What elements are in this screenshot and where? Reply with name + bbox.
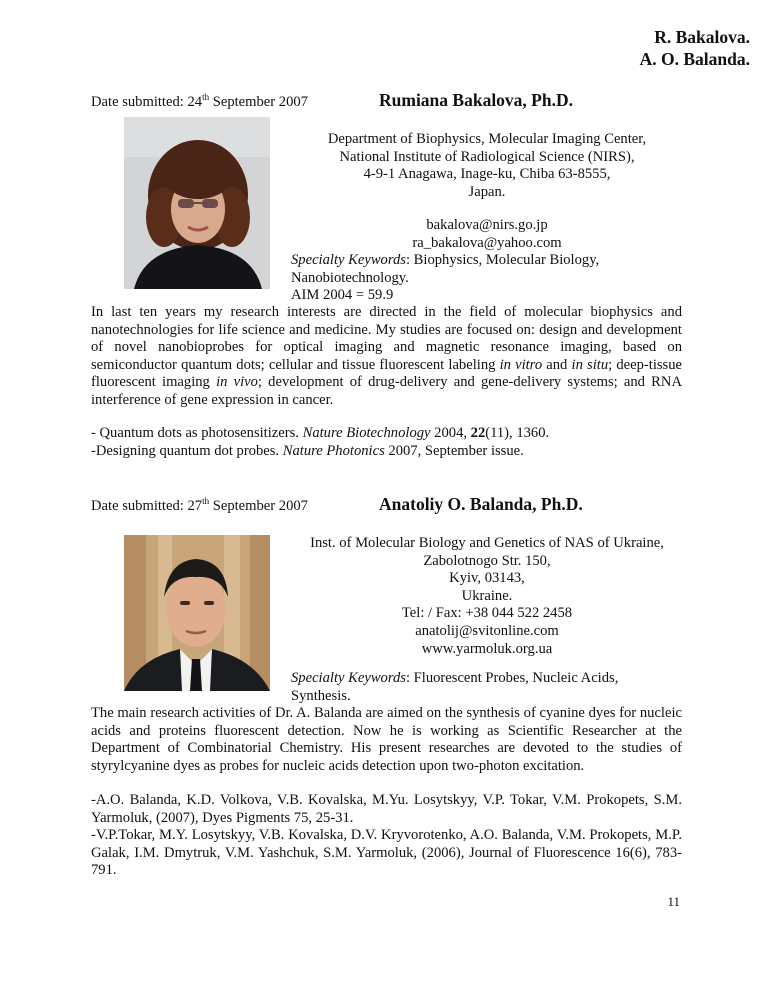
affiliation-line: 4-9-1 Anagawa, Inage-ku, Chiba 63-8555, bbox=[363, 166, 611, 183]
portrait-photo-2 bbox=[124, 535, 270, 691]
affiliation-line: Inst. of Molecular Biology and Genetics of NAS of Ukraine, bbox=[310, 535, 664, 551]
publication-item: -Designing quantum dot probes. Nature Photonics 2007, September issue. bbox=[91, 442, 524, 459]
email-link[interactable]: ra_bakalova@yahoo.com bbox=[412, 234, 562, 251]
publication-item: - Quantum dots as photosensitizers. Nature Biotechnology 2004, 22(11), 1360. bbox=[91, 425, 550, 441]
affiliation-line: National Institute of Radiological Science (NIRS), bbox=[339, 148, 635, 165]
author-name-2: Anatoliy O. Balanda, Ph.D. bbox=[379, 494, 583, 514]
affiliation-line: Ukraine. bbox=[461, 587, 513, 604]
affiliation-1 bbox=[291, 131, 683, 201]
header-author-2: A. O. Balanda. bbox=[639, 49, 750, 69]
publication-list-2 bbox=[91, 792, 682, 880]
affiliation-line: Department of Biophysics, Molecular Imaging Center, bbox=[327, 131, 647, 147]
contact-1 bbox=[291, 217, 683, 252]
research-summary-2: The main research activities of Dr. A. Balanda are aimed on the synthesis of cyanine dyes for nucleic acids and proteins fluorescent detection. Now he is working as Scientific Researcher at the Department of Combinatorial Chemistry. His present researches are devoted to the studies of styrylcyanine dyes as probes for nucleic acids detection upon two-photon excitation. bbox=[91, 705, 682, 774]
research-summary-1: In last ten years my research interests are directed in the field of molecular biophysics and nanotechnologies for life science and medicine. My studies are focused on: design and development of novel nanobioprobes for optical imaging and magnetic resonance imaging, based on semiconductor quantum dots; cellular and tissue fluorescent labeling in vitro and in situ; deep-tissue fluorescent imaging in vivo; development of drug-delivery and gene-delivery systems; and RNA interference of gene expression in cancer. bbox=[91, 304, 683, 408]
date-submitted-2: Date submitted: 27th September 2007 bbox=[91, 496, 308, 514]
keywords-value: : Biophysics, Molecular Biology, bbox=[405, 252, 600, 268]
specialty-keywords-2 bbox=[291, 670, 631, 705]
website-link[interactable]: www.yarmoluk.org.ua bbox=[421, 640, 553, 657]
email-link[interactable]: anatolij@svitonline.com bbox=[415, 622, 559, 639]
publication-item: -A.O. Balanda, K.D. Volkova, V.B. Kovalska, M.Yu. Losytskyy, V.P. Tokar, V.M. Prokopets, S.M. Yarmoluk, (2007), Dyes Pigments 75, 25-31. bbox=[91, 792, 682, 826]
specialty-keywords-1 bbox=[291, 252, 631, 305]
publication-list-1 bbox=[91, 425, 682, 460]
portrait-photo-1 bbox=[124, 117, 270, 289]
keywords-value-cont: Nanobiotechnology. bbox=[291, 269, 409, 286]
affiliation-2 bbox=[291, 535, 683, 658]
affiliation-line: Japan. bbox=[468, 183, 506, 200]
keywords-label: Specialty Keywords bbox=[291, 670, 406, 686]
phone-fax: Tel: / Fax: +38 044 522 2458 bbox=[401, 605, 573, 622]
affiliation-line: Kyiv, 03143, bbox=[449, 570, 525, 587]
header-author-1: R. Bakalova. bbox=[654, 27, 750, 47]
keywords-value: : Fluorescent Probes, Nucleic Acids, bbox=[405, 670, 619, 686]
publication-item: -V.P.Tokar, M.Y. Losytskyy, V.B. Kovalska, D.V. Kryvorotenko, A.O. Balanda, V.M. Prokopets, M.P. Galak, I.M. Dmytruk, V.M. Yashchuk, S.M. Yarmoluk, (2006), Journal of Fluorescence 16(6), 783-791. bbox=[91, 827, 682, 879]
keywords-value-cont: Synthesis. bbox=[291, 687, 351, 704]
affiliation-line: Zabolotnogo Str. 150, bbox=[423, 552, 551, 569]
author-name-1: Rumiana Bakalova, Ph.D. bbox=[379, 90, 573, 110]
header-authors bbox=[640, 26, 750, 70]
email-link[interactable]: bakalova@nirs.go.jp bbox=[426, 217, 548, 233]
page-number: 11 bbox=[667, 894, 680, 909]
date-submitted-1: Date submitted: 24th September 2007 bbox=[91, 92, 308, 110]
aim-value: AIM 2004 = 59.9 bbox=[291, 287, 394, 304]
keywords-label: Specialty Keywords bbox=[291, 252, 406, 268]
